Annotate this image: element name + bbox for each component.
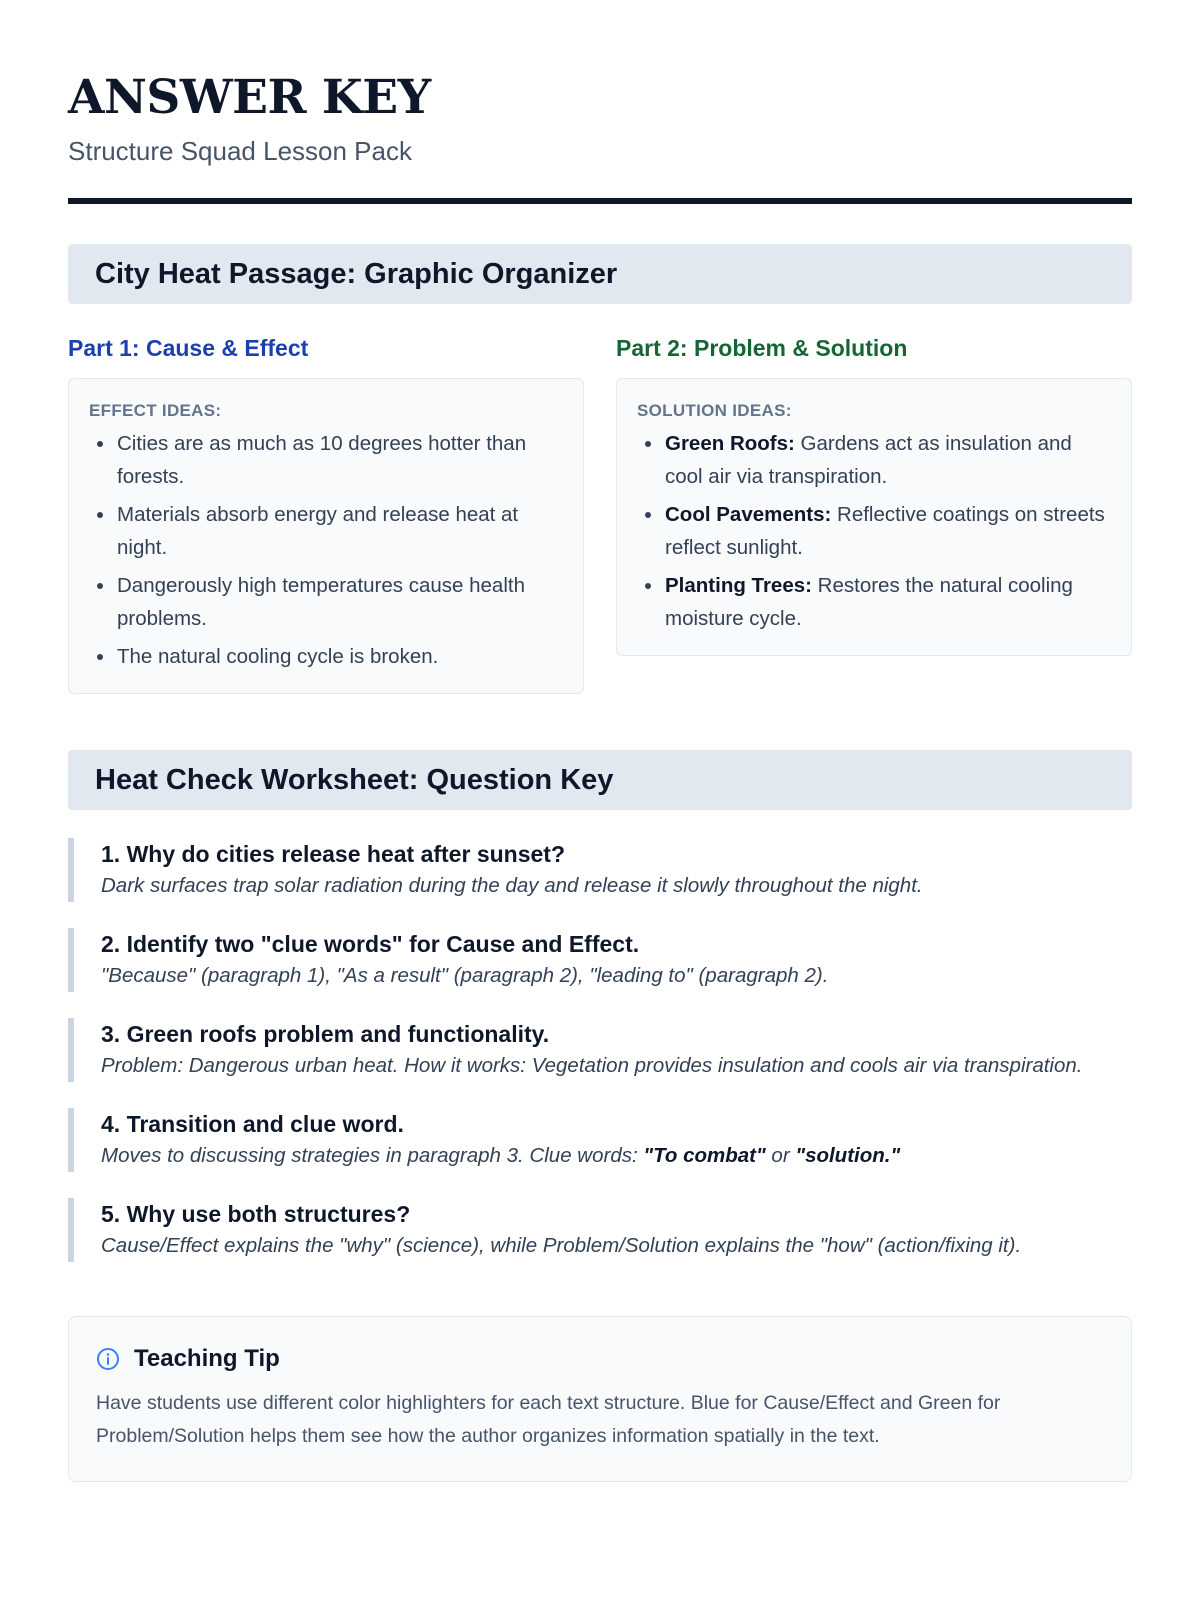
question-answer: Problem: Dangerous urban heat. How it works: Vegetation provides insulation and cools air via transpiration. [101, 1054, 1083, 1077]
question-answer: "Because" (paragraph 1), "As a result" (paragraph 2), "leading to" (paragraph 2). [101, 964, 829, 987]
header-divider [68, 198, 1132, 204]
part1-column [68, 334, 584, 694]
effect-ideas-label: EFFECT IDEAS: [89, 401, 222, 420]
list-item [665, 498, 1111, 564]
question-title: 3. Green roofs problem and functionality. [101, 1021, 550, 1047]
teaching-tip-box [68, 1316, 1132, 1482]
teaching-tip-text: Have students use different color highlighters for each text structure. Blue for Cause/Effect and Green for Problem/Solution helps them see how the author organizes information spatially in the text. [96, 1392, 1001, 1447]
list-item: Dangerously high temperatures cause health problems. [117, 569, 563, 635]
question-item [68, 1198, 1132, 1262]
solution-text: Restores the natural cooling moisture cycle. [665, 574, 1073, 630]
organizer-section-heading: City Heat Passage: Graphic Organizer [68, 244, 1132, 304]
part1-title: Part 1: Cause & Effect [68, 335, 309, 361]
question-key-list [68, 838, 1132, 1262]
question-item [68, 928, 1132, 992]
list-item: Cities are as much as 10 degrees hotter than forests. [117, 427, 563, 493]
question-title: 1. Why do cities release heat after sunset? [101, 841, 565, 867]
list-item: Materials absorb energy and release heat at night. [117, 498, 563, 564]
solution-text: Gardens act as insulation and cool air via transpiration. [665, 432, 1072, 488]
question-item [68, 838, 1132, 902]
solution-term: Planting Trees: [665, 574, 812, 597]
question-item [68, 1018, 1132, 1082]
question-title: 4. Transition and clue word. [101, 1111, 404, 1137]
solution-ideas-label: SOLUTION IDEAS: [637, 401, 792, 420]
list-item [665, 427, 1111, 493]
question-title: 5. Why use both structures? [101, 1201, 411, 1227]
solution-term: Green Roofs: [665, 432, 795, 455]
clue-word: "solution." [795, 1144, 901, 1167]
effect-ideas-box [68, 378, 584, 694]
effect-ideas-list [89, 427, 563, 673]
info-icon [96, 1347, 120, 1371]
answer-text: Moves to discussing strategies in paragraph 3. Clue words: [101, 1144, 644, 1167]
question-title: 2. Identify two "clue words" for Cause and Effect. [101, 931, 640, 957]
solution-text: Reflective coatings on streets reflect sunlight. [665, 503, 1105, 559]
organizer-columns [68, 334, 1132, 694]
part2-column [616, 334, 1132, 656]
list-item: The natural cooling cycle is broken. [117, 640, 563, 673]
list-item [665, 569, 1111, 635]
question-answer: Cause/Effect explains the "why" (science), while Problem/Solution explains the "how" (action/fixing it). [101, 1234, 1022, 1257]
solution-ideas-list [637, 427, 1111, 635]
teaching-tip-title: Teaching Tip [134, 1345, 280, 1372]
solution-ideas-box [616, 378, 1132, 656]
question-answer [101, 1140, 1132, 1172]
answer-text: or [765, 1144, 796, 1167]
solution-term: Cool Pavements: [665, 503, 832, 526]
teaching-tip-header [96, 1343, 1104, 1375]
clue-word: "To combat" [643, 1144, 766, 1167]
page-title: ANSWER KEY [68, 70, 431, 125]
page-subtitle: Structure Squad Lesson Pack [68, 136, 412, 166]
worksheet-section-heading: Heat Check Worksheet: Question Key [68, 750, 1132, 810]
question-item [68, 1108, 1132, 1172]
part2-title: Part 2: Problem & Solution [616, 335, 908, 361]
question-answer: Dark surfaces trap solar radiation during the day and release it slowly throughout the night. [101, 874, 923, 897]
